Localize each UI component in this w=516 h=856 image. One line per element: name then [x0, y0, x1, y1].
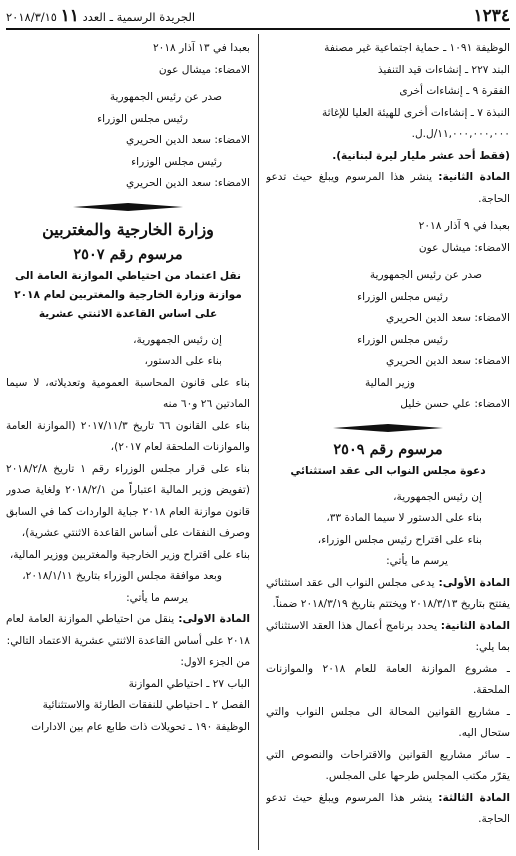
preamble-line: بناء على قرار مجلس الوزراء رقم ١ تاريخ ٢٠١٨/٢/٨ (تفويض وزير المالية اعتباراً من ٢٠١٨/٢/١ ولغاية صدور قانون موازنة العام ٢٠١٨ جباية الواردات كما في السابق وصرف النفقات على أساس القاعدة الاثنتي عشرية)،: [6, 462, 250, 539]
decree-title: مرسوم رقم ٢٥٠٧: [73, 245, 183, 263]
official-title: رئيس مجلس الوزراء: [357, 290, 448, 303]
agenda-item: ـ مشاريع القوانين المحالة الى مجلس النواب والتي ستحال اليه.: [266, 705, 510, 739]
issued-by: صدر عن رئيس الجمهورية: [109, 91, 222, 103]
article-text: ينشر هذا المرسوم ويبلغ حيث تدعو الحاجة.: [266, 791, 510, 825]
signature: الامضاء: ميشال عون: [158, 63, 250, 76]
article-text: يدعى مجلس النواب الى عقد استثنائي يفتتح بتاريخ ٢٠١٨/٣/١٣ ويختتم بتاريخ ٢٠١٨/٣/١٩ ضمناً.: [266, 576, 510, 610]
preamble-line: بناء على الدستور،: [144, 355, 222, 367]
gazette-name: الجريدة الرسمية ـ العدد: [82, 10, 196, 24]
date-line: بعبدا في ٩ آذار ٢٠١٨: [418, 220, 510, 232]
official-title: وزير المالية: [364, 376, 415, 389]
budget-part: من الجزء الاول:: [180, 656, 250, 668]
column-divider: [258, 34, 259, 850]
separator-ornament: [333, 424, 443, 432]
budget-chapter: الباب ٢٧ ـ احتياطي الموازنة: [128, 677, 250, 690]
article-label: المادة الثانية:: [440, 619, 510, 632]
gazette-info: [6, 6, 195, 26]
decrees-line: يرسم ما يأتي:: [126, 591, 188, 604]
budget-line: الوظيفة ١٠٩١ ـ حماية اجتماعية غير مصنفة: [324, 42, 510, 54]
agenda-item: ـ سائر مشاريع القوانين والاقتراحات والنصوص التي يقرّر مكتب المجلس طرحها على المجلس.: [266, 748, 510, 782]
preamble-line: بناء على قانون المحاسبة العمومية وتعديلاته، لا سيما المادتين ٢٦ و٦٠ منه: [6, 376, 250, 410]
budget-amount: ١١,٠٠٠,٠٠٠,٠٠٠/ل.ل.: [411, 128, 510, 140]
preamble-line: إن رئيس الجمهورية،: [393, 490, 482, 503]
article-label: المادة الثانية:: [438, 171, 510, 183]
signature: الامضاء: سعد الدين الحريري: [126, 134, 250, 146]
separator-ornament: [73, 203, 183, 211]
page-number: ١٢٣٤: [473, 6, 510, 26]
budget-line: الفقرة ٩ ـ إنشاءات أخرى: [399, 85, 510, 97]
issue-number: ١١: [60, 6, 79, 26]
article-text: ينشر هذا المرسوم ويبلغ حيث تدعو الحاجة.: [266, 171, 510, 205]
decree-subtitle: دعوة مجلس النواب الى عقد استثنائي: [290, 464, 486, 477]
ministry-heading: وزارة الخارجية والمغتربين: [42, 219, 214, 239]
amount-in-words: (فقط أحد عشر مليار ليرة لبنانية).: [332, 149, 510, 162]
decree-title: مرسوم رقم ٢٥٠٩: [333, 440, 443, 458]
signature: الامضاء: علي حسن خليل: [400, 398, 510, 410]
left-column: [6, 38, 250, 738]
section-separator: [6, 203, 250, 211]
section-separator: [266, 424, 510, 432]
signature: الامضاء: ميشال عون: [418, 241, 510, 254]
right-column: [266, 38, 510, 831]
article-text: ينقل من احتياطي الموازنة العامة لعام ٢٠١٨ على أساس القاعدة الاثنتي عشرية الاعتماد التالي:: [6, 613, 250, 647]
issued-by: صدر عن رئيس الجمهورية: [369, 269, 482, 281]
signature: الامضاء: سعد الدين الحريري: [126, 177, 250, 189]
budget-function: الوظيفة ١٩٠ ـ تحويلات ذات طابع عام بين الادارات: [31, 720, 250, 733]
official-title: رئيس مجلس الوزراء: [97, 112, 188, 125]
budget-line: النبذة ٧ ـ إنشاءات أخرى للهيئة العليا للإغاثة: [321, 106, 510, 119]
preamble-line: بناء على الدستور لا سيما المادة ٣٣،: [326, 512, 482, 524]
article-label: المادة الأولى:: [438, 576, 510, 589]
article-label: المادة الثالثة:: [438, 791, 510, 804]
signature: الامضاء: سعد الدين الحريري: [386, 312, 510, 324]
agenda-item: ـ مشروع الموازنة العامة للعام ٢٠١٨ والموازنات الملحقة.: [266, 662, 510, 696]
preamble-line: بناء على القانون ٦٦ تاريخ ٢٠١٧/١١/٣ (الموازنة العامة والموازنات الملحقة لعام ٢٠١٧)،: [6, 419, 250, 453]
preamble-line: بناء على اقتراح رئيس مجلس الوزراء،: [317, 533, 482, 546]
budget-line: البند ٢٢٧ ـ إنشاءات قيد التنفيذ: [377, 63, 510, 76]
article-text: يحدد برنامج أعمال هذا العقد الاستثنائي بما يلي:: [266, 619, 510, 653]
signature: الامضاء: سعد الدين الحريري: [386, 355, 510, 367]
official-title: رئيس مجلس الوزراء: [131, 155, 222, 168]
preamble-line: إن رئيس الجمهورية،: [133, 333, 222, 346]
decree-subtitle: نقل اعتماد من احتياطي الموازنة العامة الى موازنة وزارة الخارجية والمغتربين لعام ٢٠١٨ على اساس القاعدة الاثنتي عشرية: [14, 269, 242, 320]
preamble-line: بناء على اقتراح وزير الخارجية والمغتربين ووزير المالية،: [9, 548, 250, 561]
page-header: [6, 4, 510, 30]
budget-section: الفصل ٢ ـ احتياطي للنفقات الطارئة والاستثنائية: [42, 699, 250, 711]
date-line: بعبدا في ١٣ آذار ٢٠١٨: [152, 42, 250, 54]
issue-date: ٢٠١٨/٣/١٥: [6, 10, 57, 24]
article-label: المادة الاولى:: [178, 613, 250, 625]
preamble-line: وبعد موافقة مجلس الوزراء بتاريخ ٢٠١٨/١/١١،: [22, 570, 222, 582]
decrees-line: يرسم ما يأتي:: [386, 555, 448, 567]
official-title: رئيس مجلس الوزراء: [357, 333, 448, 346]
